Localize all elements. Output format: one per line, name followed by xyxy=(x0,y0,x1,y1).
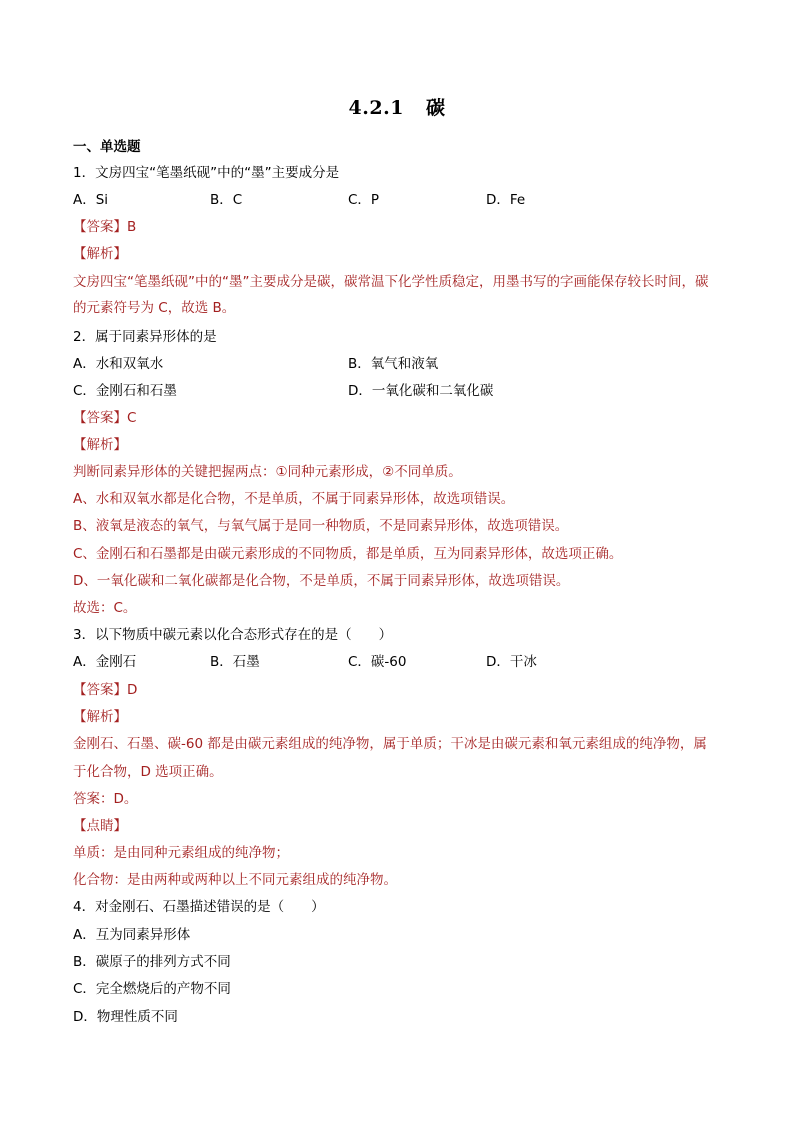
q2-analysis-line: A、水和双氧水都是化合物，不是单质，不属于同素异形体，故选项错误。 xyxy=(73,491,515,507)
q3-option-c: C．碳-60 xyxy=(348,654,407,670)
q3-tip-label: 【点睛】 xyxy=(73,818,127,834)
q4-option-b: B．碳原子的排列方式不同 xyxy=(73,954,231,970)
q2-answer: 【答案】C xyxy=(73,410,137,426)
q4-option-d: D．物理性质不同 xyxy=(73,1009,178,1025)
q1-analysis-label: 【解析】 xyxy=(73,246,127,262)
q3-analysis-line: 答案：D。 xyxy=(73,791,138,807)
q2-option-d: D．一氧化碳和二氧化碳 xyxy=(348,383,494,399)
q3-stem: 3．以下物质中碳元素以化合态形式存在的是（ ） xyxy=(73,627,393,643)
q2-analysis-line: C、金刚石和石墨都是由碳元素形成的不同物质，都是单质，互为同素异形体，故选项正确。 xyxy=(73,546,623,562)
q2-analysis-line: 判断同素异形体的关键把握两点：①同种元素形成，②不同单质。 xyxy=(73,464,462,480)
title-number: 4.2.1 xyxy=(348,97,404,119)
q4-option-c: C．完全燃烧后的产物不同 xyxy=(73,981,231,997)
q1-answer: 【答案】B xyxy=(73,219,137,235)
q2-stem: 2．属于同素异形体的是 xyxy=(73,329,217,345)
q2-analysis-label: 【解析】 xyxy=(73,437,127,453)
title-subject: 碳 xyxy=(425,97,446,119)
q1-option-d: D．Fe xyxy=(486,192,526,208)
q3-option-d: D．干冰 xyxy=(486,654,537,670)
q2-analysis-line: B、液氧是液态的氧气，与氧气属于是同一种物质，不是同素异形体，故选项错误。 xyxy=(73,518,569,534)
q3-analysis-label: 【解析】 xyxy=(73,709,127,725)
q1-option-b: B．C xyxy=(210,192,243,208)
q3-tip-line: 化合物：是由两种或两种以上不同元素组成的纯净物。 xyxy=(73,872,397,888)
q2-analysis-line: 故选：C。 xyxy=(73,600,137,616)
q4-option-a: A．互为同素异形体 xyxy=(73,927,191,943)
q3-option-b: B．石墨 xyxy=(210,654,260,670)
q3-answer: 【答案】D xyxy=(73,682,138,698)
q3-tip-line: 单质：是由同种元素组成的纯净物； xyxy=(73,845,289,861)
q2-analysis-line: D、一氧化碳和二氧化碳都是化合物，不是单质，不属于同素异形体，故选项错误。 xyxy=(73,573,570,589)
page-title xyxy=(0,96,794,120)
q1-stem: 1．文房四宝“笔墨纸砚”中的“墨”主要成分是 xyxy=(73,165,340,181)
q3-analysis-line: 金刚石、石墨、碳-60 都是由碳元素组成的纯净物，属于单质；干冰是由碳元素和氧元素组成的纯净物，属 xyxy=(73,736,707,752)
q3-option-a: A．金刚石 xyxy=(73,654,137,670)
section-heading: 一、单选题 xyxy=(73,139,141,155)
q1-analysis-line: 文房四宝“笔墨纸砚”中的“墨”主要成分是碳，碳常温下化学性质稳定，用墨书写的字画能保存较长时间，碳 xyxy=(73,274,709,290)
q2-option-c: C．金刚石和石墨 xyxy=(73,383,177,399)
q1-option-c: C．P xyxy=(348,192,380,208)
q2-option-a: A．水和双氧水 xyxy=(73,356,164,372)
q1-analysis-line: 的元素符号为 C，故选 B。 xyxy=(73,300,236,316)
q4-stem: 4．对金刚石、石墨描述错误的是（ ） xyxy=(73,899,325,915)
q3-analysis-line: 于化合物，D 选项正确。 xyxy=(73,764,223,780)
q1-option-a: A．Si xyxy=(73,192,109,208)
q2-option-b: B．氧气和液氧 xyxy=(348,356,439,372)
